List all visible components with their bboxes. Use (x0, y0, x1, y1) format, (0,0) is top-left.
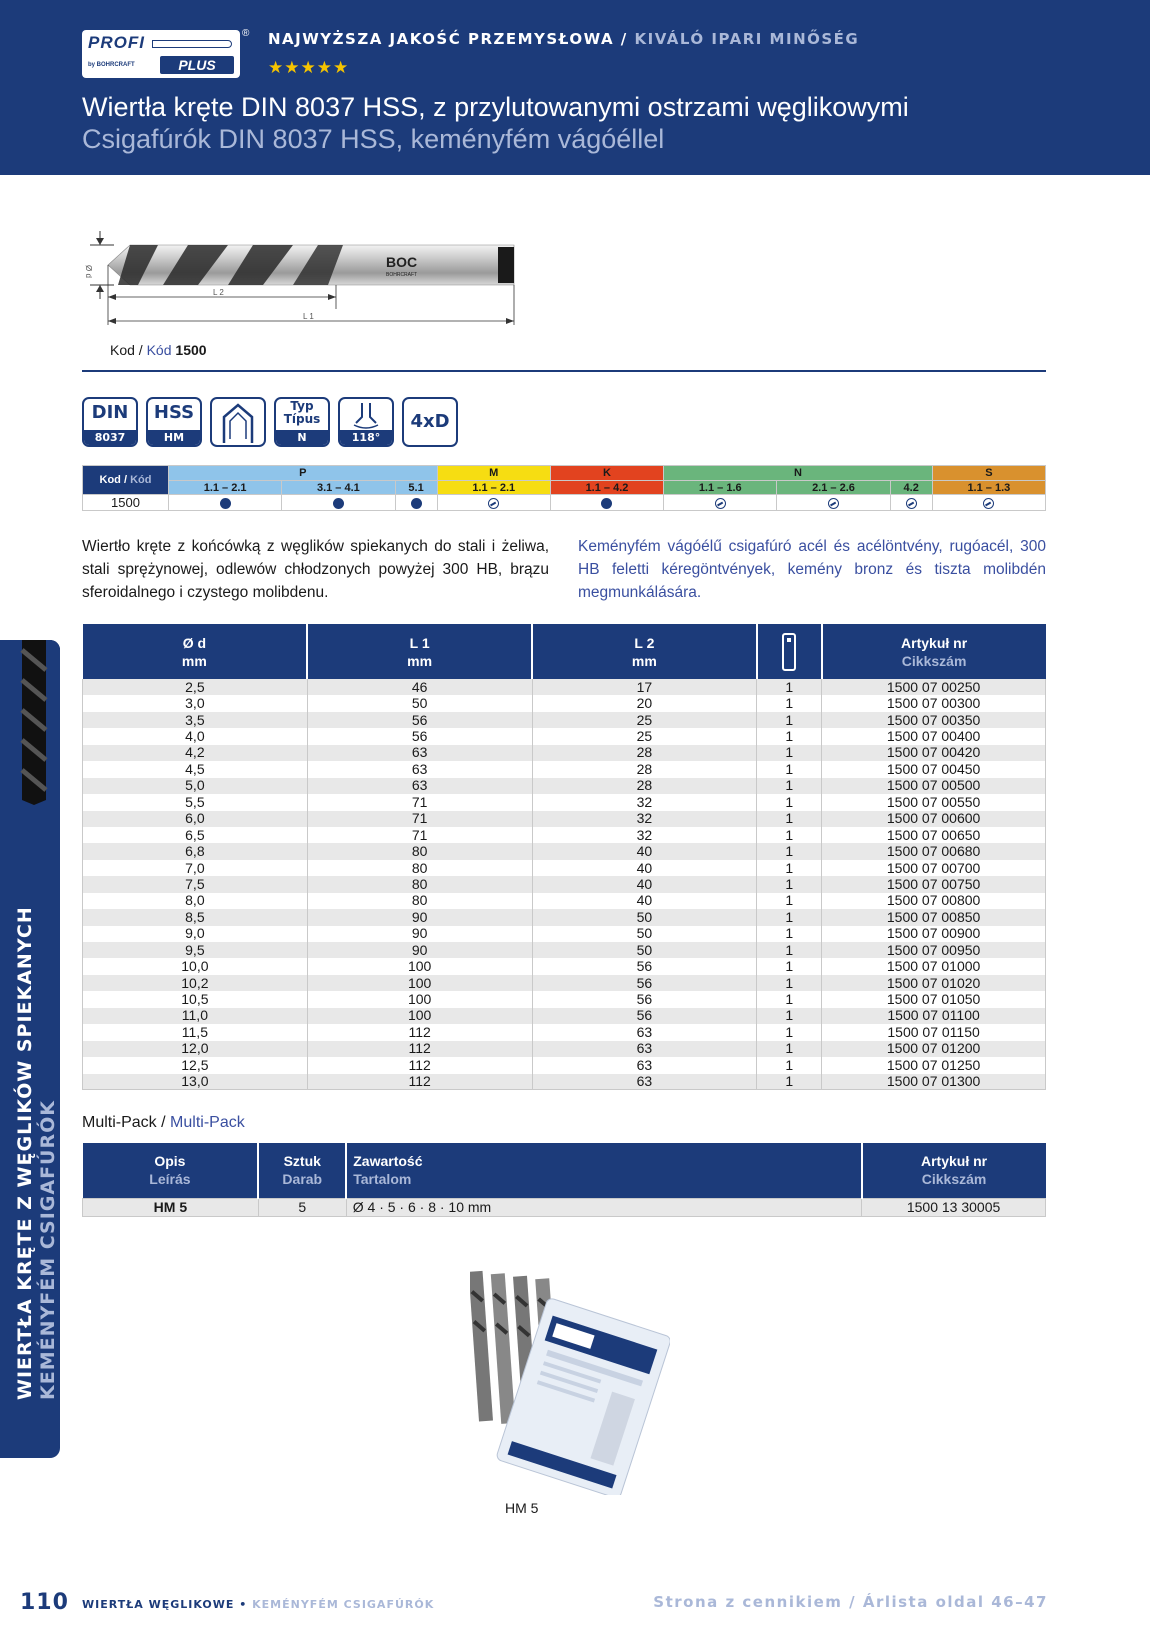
article-number-cell: 1500 07 00850 (822, 909, 1046, 925)
table-row (83, 926, 1046, 942)
page-header (0, 0, 1150, 175)
l1-cell: 63 (307, 761, 532, 777)
col-l1 (307, 624, 532, 679)
table-row (83, 909, 1046, 925)
mp-article-value: 1500 13 30005 (862, 1198, 1046, 1216)
footer-section-label (82, 1598, 434, 1611)
mp-zaw-hu: Tartalom (353, 1171, 412, 1188)
conditionally-suitable-icon (983, 498, 994, 509)
l1-cell: 112 (307, 1057, 532, 1073)
din-icon (82, 397, 138, 447)
l2-cell: 56 (532, 991, 757, 1007)
description-hu: Keményfém vágóélű csigafúró acél és acélöntvény, rugóacél, 300 HB feletti kéregöntvények, kemény bronz és tiszta molibdén megmunkálására. (578, 538, 1046, 601)
mp-opis-hu: Leírás (149, 1171, 191, 1188)
article-number-cell: 1500 07 00600 (822, 811, 1046, 827)
page-title-hu: Csigafúrók DIN 8037 HSS, keményfém vágóéllel (82, 124, 665, 154)
article-number-cell: 1500 07 00420 (822, 745, 1046, 761)
pack-qty-cell: 1 (757, 1057, 822, 1073)
pack-qty-cell: 1 (757, 794, 822, 810)
diameter-cell: 5,5 (83, 794, 308, 810)
range-cell: 3.1 – 4.1 (282, 481, 395, 495)
diameter-cell: 13,0 (83, 1074, 308, 1090)
product-code (110, 342, 207, 358)
conditionally-suitable-icon (488, 498, 499, 509)
group-n: N (664, 466, 933, 481)
col-diameter-unit: mm (181, 652, 207, 669)
col-diameter (83, 624, 308, 679)
pack-qty-cell: 1 (757, 695, 822, 711)
l2-cell: 32 (532, 811, 757, 827)
code-label-hu: Kód (146, 342, 172, 358)
article-number-cell: 1500 07 01000 (822, 958, 1046, 974)
col-article (822, 624, 1046, 679)
l2-cell: 50 (532, 909, 757, 925)
l1-cell: 71 (307, 811, 532, 827)
l2-cell: 40 (532, 860, 757, 876)
table-row (83, 794, 1046, 810)
table-row (83, 778, 1046, 794)
pack-qty-cell: 1 (757, 1024, 822, 1040)
mp-zaw-pl: Zawartość (353, 1153, 423, 1170)
range-cell: 4.2 (890, 481, 932, 495)
conditionally-suitable-icon (906, 498, 917, 509)
mp-art-hu: Cikkszám (921, 1171, 987, 1188)
side-category-label (14, 906, 60, 1400)
hss-icon (146, 397, 202, 447)
point-angle-bottom: 118° (340, 430, 392, 445)
table-row (83, 712, 1046, 728)
col-article-pl: Artykuł nr (901, 634, 968, 651)
pack-qty-cell: 1 (757, 827, 822, 843)
diameter-cell: 10,2 (83, 975, 308, 991)
l2-cell: 63 (532, 1041, 757, 1057)
mat-kod-hu: Kód (130, 474, 152, 486)
group-k: K (550, 466, 663, 481)
mp-opis-pl: Opis (154, 1153, 186, 1170)
l1-cell: 56 (307, 728, 532, 744)
l1-cell: 90 (307, 926, 532, 942)
suitable-dot-icon (601, 498, 612, 509)
suitability-cell (664, 495, 777, 511)
material-suitability-table (82, 465, 1046, 511)
col-l2-label: L 2 (634, 634, 655, 651)
conditionally-suitable-icon (715, 498, 726, 509)
din-icon-bottom: 8037 (84, 430, 136, 445)
pack-qty-cell: 1 (757, 811, 822, 827)
pack-qty-cell: 1 (757, 909, 822, 925)
group-s: S (932, 466, 1045, 481)
range-cell: 2.1 – 2.6 (777, 481, 890, 495)
pack-qty-cell: 1 (757, 926, 822, 942)
l2-cell: 50 (532, 926, 757, 942)
pack-qty-cell: 1 (757, 1041, 822, 1057)
side-label-pl: WIERTŁA KRĘTE Z WĘGLIKÓW SPIEKANYCH (14, 906, 36, 1400)
diameter-cell: 9,0 (83, 926, 308, 942)
col-article-hu: Cikkszám (901, 652, 967, 669)
l1-cell: 112 (307, 1041, 532, 1057)
article-number-cell: 1500 07 00650 (822, 827, 1046, 843)
pack-qty-cell: 1 (757, 958, 822, 974)
drill-brand-sub: BOHRCRAFT (386, 272, 418, 278)
suitable-dot-icon (333, 498, 344, 509)
table-row (83, 679, 1046, 695)
type-n-icon (274, 397, 330, 447)
table-row (83, 695, 1046, 711)
suitability-cell (169, 495, 282, 511)
range-cell: 1.1 – 4.2 (550, 481, 663, 495)
footer-left-pl: WIERTŁA WĘGLIKOWE (82, 1598, 235, 1611)
mp-col-zawartosc (346, 1143, 861, 1198)
l2-cell: 63 (532, 1074, 757, 1090)
l1-cell: 71 (307, 827, 532, 843)
table-row (83, 1024, 1046, 1040)
footer-right-sep: / (842, 1593, 863, 1611)
l1-cell: 63 (307, 745, 532, 761)
pack-quantity-icon (782, 633, 796, 671)
suitable-dot-icon (220, 498, 231, 509)
material-row-code: 1500 (83, 495, 169, 511)
article-number-cell: 1500 07 01300 (822, 1074, 1046, 1090)
diameter-cell: 7,0 (83, 860, 308, 876)
l2-label: L 2 (213, 288, 224, 297)
pack-qty-cell: 1 (757, 712, 822, 728)
point-angle-icon (338, 397, 394, 447)
l1-cell: 80 (307, 843, 532, 859)
multipack-title (82, 1114, 245, 1132)
type-icon-bottom: N (276, 430, 328, 445)
diameter-cell: 6,0 (83, 811, 308, 827)
pack-qty-cell: 1 (757, 778, 822, 794)
diameter-cell: 12,0 (83, 1041, 308, 1057)
diameter-label: Ø d (84, 265, 93, 278)
col-l1-unit: mm (407, 652, 433, 669)
diameter-cell: 10,5 (83, 991, 308, 1007)
l2-cell: 40 (532, 843, 757, 859)
l1-cell: 50 (307, 695, 532, 711)
multipack-title-pl: Multi-Pack (82, 1114, 157, 1131)
pack-qty-cell: 1 (757, 893, 822, 909)
pack-qty-cell: 1 (757, 679, 822, 695)
article-number-cell: 1500 07 00700 (822, 860, 1046, 876)
multipack-table (82, 1143, 1046, 1217)
quality-stars-icon: ★★★★★ (268, 58, 350, 77)
l2-cell: 20 (532, 695, 757, 711)
tagline-pl: NAJWYŻSZA JAKOŚĆ PRZEMYSŁOWA (268, 30, 615, 48)
l1-cell: 80 (307, 860, 532, 876)
suitability-cell (890, 495, 932, 511)
article-number-cell: 1500 07 00800 (822, 893, 1046, 909)
l2-cell: 40 (532, 893, 757, 909)
mp-sztuk-pl: Sztuk (283, 1153, 321, 1170)
diameter-cell: 3,5 (83, 712, 308, 728)
col-l2-unit: mm (631, 652, 657, 669)
diameter-cell: 5,0 (83, 778, 308, 794)
hss-icon-bottom: HM (148, 430, 200, 445)
page-number: 110 (20, 1590, 69, 1615)
footer-left-sep: • (234, 1598, 253, 1611)
suitability-cell (550, 495, 663, 511)
dimensions-table (82, 624, 1046, 1090)
diameter-cell: 4,0 (83, 728, 308, 744)
pack-qty-cell: 1 (757, 1008, 822, 1024)
table-row (83, 1198, 1046, 1216)
pack-qty-cell: 1 (757, 843, 822, 859)
side-label-hu: KEMÉNYFÉM CSIGAFÚRÓK (37, 1100, 59, 1400)
l1-cell: 80 (307, 876, 532, 892)
col-l2 (532, 624, 757, 679)
pack-qty-cell: 1 (757, 761, 822, 777)
table-row (83, 1057, 1046, 1073)
l1-cell: 112 (307, 1024, 532, 1040)
description-pl: Wiertło kręte z końcówką z węglików spiekanych do stali i żeliwa, stali sprężynowej, odlewów chłodzonych powyżej 300 HB, brązu sferoidalnego i czystego molibdenu. (82, 538, 549, 601)
l2-cell: 32 (532, 827, 757, 843)
range-cell: 1.1 – 1.3 (932, 481, 1045, 495)
diameter-cell: 6,5 (83, 827, 308, 843)
l2-cell: 17 (532, 679, 757, 695)
table-row (83, 761, 1046, 777)
l2-cell: 63 (532, 1057, 757, 1073)
article-number-cell: 1500 07 00750 (822, 876, 1046, 892)
depth-4xd-text: 4xD (410, 411, 450, 432)
page-title-pl: Wiertła kręte DIN 8037 HSS, z przylutowanymi ostrzami węglikowymi (82, 92, 909, 122)
article-number-cell: 1500 07 01050 (822, 991, 1046, 1007)
diameter-cell: 3,0 (83, 695, 308, 711)
diameter-cell: 2,5 (83, 679, 308, 695)
diameter-cell: 10,0 (83, 958, 308, 974)
article-number-cell: 1500 07 00450 (822, 761, 1046, 777)
drill-photo-icon (0, 640, 60, 805)
diameter-cell: 11,5 (83, 1024, 308, 1040)
pack-qty-cell: 1 (757, 860, 822, 876)
l1-cell: 90 (307, 942, 532, 958)
logo-profi-text: PROFI (88, 33, 145, 52)
group-p: P (169, 466, 438, 481)
type-label-hu: Típus (283, 412, 321, 426)
l2-cell: 28 (532, 761, 757, 777)
l2-cell: 25 (532, 712, 757, 728)
mp-sztuk-value: 5 (258, 1198, 346, 1216)
footer-left-hu: KEMÉNYFÉM CSIGAFÚRÓK (252, 1598, 435, 1611)
suitability-cell (395, 495, 437, 511)
registered-mark: ® (242, 28, 250, 39)
divider (82, 370, 1046, 372)
quality-tagline (268, 30, 859, 48)
l1-cell: 90 (307, 909, 532, 925)
drill-dimension-diagram (78, 225, 548, 337)
footer-right-hu: Árlista oldal 46–47 (862, 1593, 1048, 1611)
l2-cell: 28 (532, 745, 757, 761)
suitability-cell (282, 495, 395, 511)
article-number-cell: 1500 07 00300 (822, 695, 1046, 711)
diameter-cell: 8,5 (83, 909, 308, 925)
l2-cell: 32 (532, 794, 757, 810)
mp-opis-value: HM 5 (83, 1198, 259, 1216)
table-row (83, 745, 1046, 761)
l2-cell: 56 (532, 1008, 757, 1024)
mat-kod-pl: Kod (99, 474, 121, 486)
conditionally-suitable-icon (828, 498, 839, 509)
diameter-cell: 4,2 (83, 745, 308, 761)
multipack-image-caption: HM 5 (505, 1500, 539, 1516)
tagline-hu: KIVÁLÓ IPARI MINŐSÉG (634, 30, 860, 48)
mat-kod-sep: / (120, 474, 131, 486)
logo-plus-text: PLUS (160, 56, 234, 74)
col-pack-qty (757, 624, 822, 679)
table-row (83, 1008, 1046, 1024)
mp-col-sztuk (258, 1143, 346, 1198)
l2-cell: 50 (532, 942, 757, 958)
drill-brand-mark: BOC (386, 254, 418, 270)
pack-qty-cell: 1 (757, 942, 822, 958)
article-number-cell: 1500 07 01100 (822, 1008, 1046, 1024)
article-number-cell: 1500 07 00250 (822, 679, 1046, 695)
mp-art-pl: Artykuł nr (921, 1153, 988, 1170)
code-value: 1500 (175, 342, 207, 358)
suitability-cell (777, 495, 890, 511)
suitability-cell (932, 495, 1045, 511)
pack-qty-cell: 1 (757, 991, 822, 1007)
l1-cell: 56 (307, 712, 532, 728)
multipack-title-sep: / (156, 1114, 171, 1131)
l1-cell: 100 (307, 975, 532, 991)
table-row (83, 1041, 1046, 1057)
l1-label: L 1 (303, 312, 314, 321)
mp-sztuk-hu: Darab (282, 1171, 323, 1188)
article-number-cell: 1500 07 00400 (822, 728, 1046, 744)
article-number-cell: 1500 07 01250 (822, 1057, 1046, 1073)
table-row (83, 942, 1046, 958)
article-number-cell: 1500 07 01200 (822, 1041, 1046, 1057)
pack-qty-cell: 1 (757, 975, 822, 991)
article-number-cell: 1500 07 00950 (822, 942, 1046, 958)
hss-icon-top: HSS (153, 402, 195, 423)
footer-right-pl: Strona z cennikiem (653, 1593, 843, 1611)
range-cell: 1.1 – 2.1 (437, 481, 550, 495)
col-l1-label: L 1 (409, 634, 430, 651)
diameter-cell: 11,0 (83, 1008, 308, 1024)
table-row (83, 975, 1046, 991)
mp-zawartosc-value: Ø 4 · 5 · 6 · 8 · 10 mm (346, 1198, 861, 1216)
pack-qty-cell: 1 (757, 745, 822, 761)
din-icon-top: DIN (91, 402, 129, 423)
diameter-cell: 8,0 (83, 893, 308, 909)
table-row (83, 728, 1046, 744)
table-row (83, 811, 1046, 827)
range-cell: 5.1 (395, 481, 437, 495)
logo-drill-icon (152, 40, 232, 48)
l1-cell: 80 (307, 893, 532, 909)
article-number-cell: 1500 07 01020 (822, 975, 1046, 991)
l2-cell: 56 (532, 975, 757, 991)
article-number-cell: 1500 07 00550 (822, 794, 1046, 810)
article-number-cell: 1500 07 00350 (822, 712, 1046, 728)
range-cell: 1.1 – 2.1 (169, 481, 282, 495)
l1-cell: 100 (307, 1008, 532, 1024)
suitability-cell (437, 495, 550, 511)
l2-cell: 40 (532, 876, 757, 892)
depth-4xd-icon (402, 397, 458, 447)
article-number-cell: 1500 07 00500 (822, 778, 1046, 794)
table-row (83, 893, 1046, 909)
table-row (83, 876, 1046, 892)
profi-plus-logo (82, 30, 240, 78)
l2-cell: 25 (532, 728, 757, 744)
l2-cell: 28 (532, 778, 757, 794)
pack-qty-cell: 1 (757, 1074, 822, 1090)
table-row (83, 860, 1046, 876)
l2-cell: 63 (532, 1024, 757, 1040)
l1-cell: 63 (307, 778, 532, 794)
mp-col-article (862, 1143, 1046, 1198)
table-row (83, 827, 1046, 843)
col-diameter-label: Ø d (182, 634, 207, 651)
range-cell: 1.1 – 1.6 (664, 481, 777, 495)
suitable-dot-icon (411, 498, 422, 509)
pack-qty-cell: 1 (757, 728, 822, 744)
article-number-cell: 1500 07 01150 (822, 1024, 1046, 1040)
table-row (83, 991, 1046, 1007)
carbide-tip-icon (210, 397, 266, 447)
l1-cell: 46 (307, 679, 532, 695)
code-label-pl: Kod (110, 342, 135, 358)
type-label-pl: Typ (290, 399, 314, 413)
logo-by-text: by BOHRCRAFT (88, 62, 135, 68)
material-code-header (83, 466, 169, 495)
article-number-cell: 1500 07 00680 (822, 843, 1046, 859)
table-row (83, 843, 1046, 859)
l1-cell: 100 (307, 958, 532, 974)
type-icon-top (276, 400, 328, 426)
tagline-separator: / (614, 30, 635, 48)
table-row (83, 1074, 1046, 1090)
diameter-cell: 12,5 (83, 1057, 308, 1073)
footer-pricelist-ref (653, 1593, 1048, 1611)
code-sep: / (134, 342, 147, 358)
table-row (83, 958, 1046, 974)
mp-col-opis (83, 1143, 259, 1198)
l1-cell: 112 (307, 1074, 532, 1090)
l2-cell: 56 (532, 958, 757, 974)
group-m: M (437, 466, 550, 481)
diameter-cell: 9,5 (83, 942, 308, 958)
l1-cell: 100 (307, 991, 532, 1007)
diameter-cell: 7,5 (83, 876, 308, 892)
pack-qty-cell: 1 (757, 876, 822, 892)
diameter-cell: 6,8 (83, 843, 308, 859)
multipack-product-image (470, 1255, 670, 1495)
diameter-cell: 4,5 (83, 761, 308, 777)
multipack-title-hu: Multi-Pack (170, 1114, 245, 1131)
l1-cell: 71 (307, 794, 532, 810)
article-number-cell: 1500 07 00900 (822, 926, 1046, 942)
